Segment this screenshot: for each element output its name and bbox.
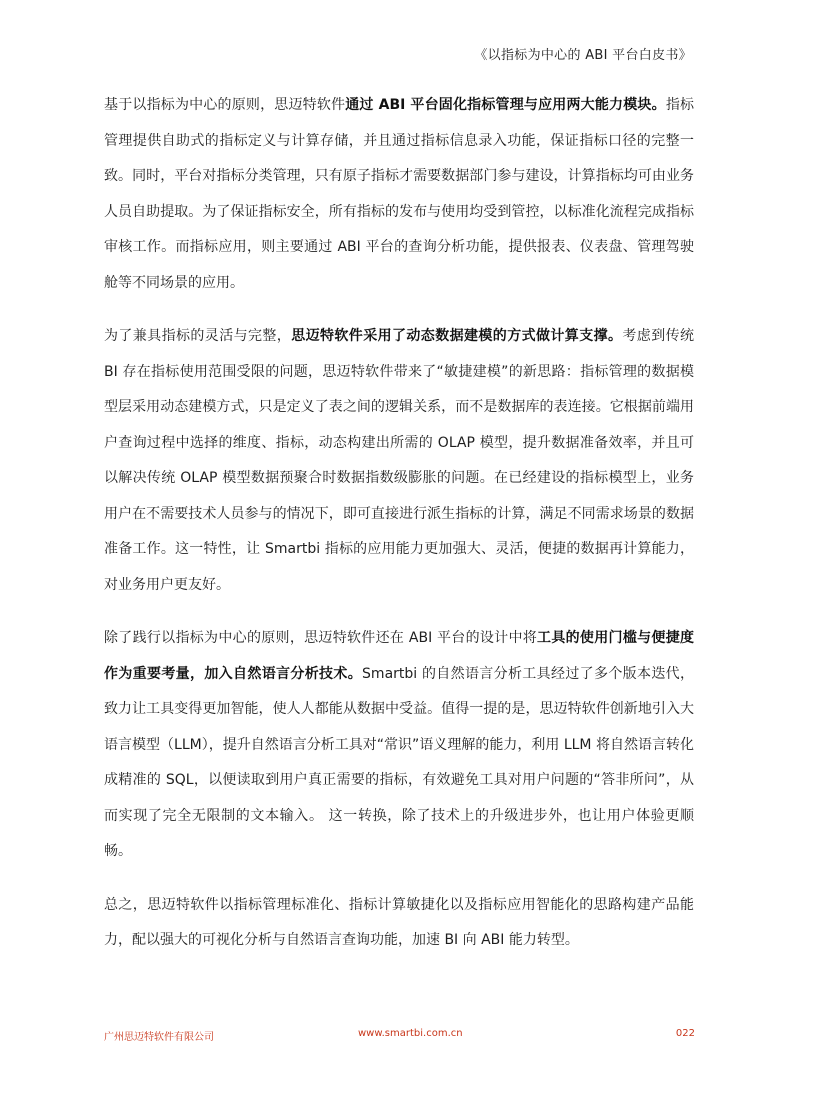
paragraph-2-segment: 考虑到传统 BI 存在指标使用范围受限的问题，思迈特软件带来了“敏捷建模”的新思路：指标管理的数据模型层采用动态建模方式，只是定义了表之间的逻辑关系，而不是数据库的表连接。它根据前端用户查询过程中选择的维度、指标，动态构建出所需的 OLAP 模型，提升数据准备效率，并且可以解决传统 OLAP 模型数据预聚合时数据指数级膨胀的问题。在已经建设的指标模型上，业务用户在不需要技术人员参与的情况下，即可直接进行派生指标的计算，满足不同需求场景的数据准备工作。这一特性，让 Smartbi 指标的应用能力更加强大、灵活，便捷的数据再计算能力，对业务用户更友好。 <box>104 328 695 593</box>
page-footer <box>104 1028 695 1044</box>
paragraph-3-emphasis: 工具的使用门槛与便捷度作为重要考量，加入自然语言分析技术。 <box>104 630 694 682</box>
paragraph-3-segment: 除了践行以指标为中心的原则，思迈特软件还在 ABI 平台的设计中将 <box>104 630 538 646</box>
paragraph-1-emphasis: 通过 ABI 平台固化指标管理与应用两大能力模块。 <box>345 97 666 113</box>
paragraph-3-segment: Smartbi 的自然语言分析工具经过了多个版本迭代，致力让工具变得更加智能，使人人都能从数据中受益。值得一提的是，思迈特软件创新地引入大语言模型（LLM），提升自然语言分析工具对“常识”语义理解的能力，利用 LLM 将自然语言转化成精准的 SQL，以便读取到用户真正需要的指标，有效避免工具对用户问题的“答非所问”，从而实现了完全无限制的文本输入。 这一转换，除了技术上的升级进步外，也让用户体验更顺畅。 <box>104 665 694 859</box>
paragraph-1-segment: 基于以指标为中心的原则，思迈特软件 <box>104 97 346 113</box>
paragraph-2 <box>104 319 694 603</box>
document-title-header: 《以指标为中心的 ABI 平台白皮书》 <box>474 48 692 63</box>
footer-website-link[interactable]: www.smartbi.com.cn <box>358 1028 463 1039</box>
footer-company-name: 广州思迈特软件有限公司 <box>104 1032 214 1043</box>
paragraph-3 <box>104 621 694 870</box>
document-body <box>104 88 694 977</box>
paragraph-2-segment: 为了兼具指标的灵活与完整， <box>104 328 292 344</box>
paragraph-2-emphasis: 思迈特软件采用了动态数据建模的方式做计算支撑。 <box>291 328 623 344</box>
footer-page-number: 022 <box>675 1028 695 1039</box>
paragraph-1-segment: 指标管理提供自助式的指标定义与计算存储，并且通过指标信息录入功能，保证指标口径的完整一致。同时，平台对指标分类管理，只有原子指标才需要数据部门参与建设，计算指标均可由业务人员自助提取。为了保证指标安全，所有指标的发布与使用均受到管控，以标准化流程完成指标审核工作。而指标应用，则主要通过 ABI 平台的查询分析功能，提供报表、仪表盘、管理驾驶舱等不同场景的应用。 <box>104 97 695 291</box>
paragraph-4-segment: 总之，思迈特软件以指标管理标准化、指标计算敏捷化以及指标应用智能化的思路构建产品能力，配以强大的可视化分析与自然语言查询功能，加速 BI 向 ABI 能力转型。 <box>104 896 694 948</box>
paragraph-1 <box>104 88 694 301</box>
paragraph-4 <box>104 888 694 959</box>
